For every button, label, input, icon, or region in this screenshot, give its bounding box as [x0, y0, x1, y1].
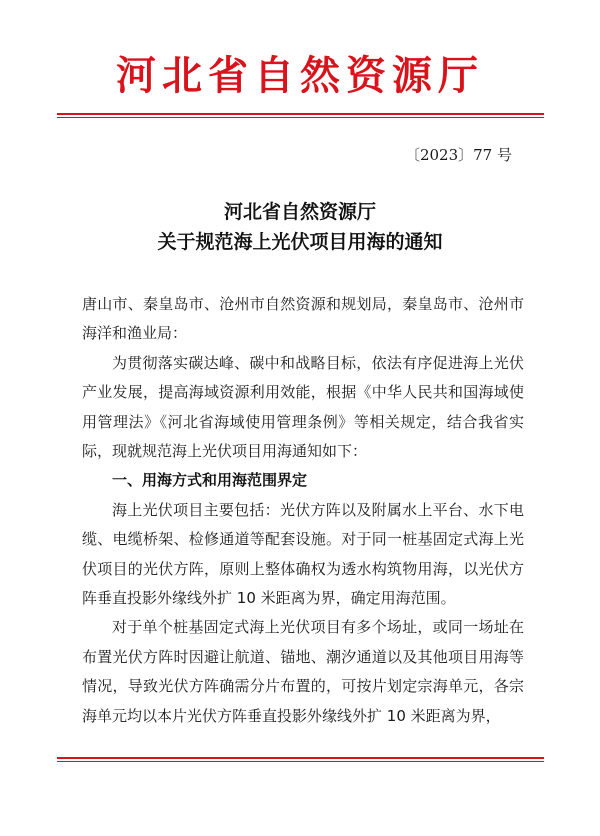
body-paragraph: 对于单个桩基固定式海上光伏项目有多个场址，或同一场址在布置光伏方阵时因避让航道、锚地、潮汐通道以及其他项目用海等情况，导致光伏方阵确需分片布置的，可按片划定宗海单元，各宗海单元均以本片光伏方阵垂直投影外缘线外扩 10 米距离为界， — [82, 618, 524, 725]
document-title-line-1: 河北省自然资源厅 — [223, 201, 376, 223]
issuer-masthead: 河北省自然资源厅 — [116, 52, 484, 99]
document-number: 〔2023〕77 号 — [404, 146, 512, 164]
body-paragraph: 海上光伏项目主要包括：光伏方阵以及附属水上平台、水下电缆、电缆桥架、检修通道等配套设施。对于同一桩基固定式海上光伏项目的光伏方阵，原则上整体确权为透水构筑物用海，以光伏方阵垂直投影外缘线外扩 10 米距离为界，确定用海范围。 — [82, 500, 524, 608]
intro-paragraph: 为贯彻落实碳达峰、碳中和战略目标，依法有序促进海上光伏产业发展，提高海域资源利用效能，根据《中华人民共和国海域使用管理法》《河北省海域使用管理条例》等相关规定，结合我省实际，现就规范海上光伏项目用海通知如下： — [82, 353, 524, 461]
addressee-paragraph: 唐山市、秦皇岛市、沧州市自然资源和规划局，秦皇岛市、沧州市海洋和渔业局： — [82, 295, 524, 343]
document-title-line-2: 关于规范海上光伏项目用海的通知 — [157, 231, 443, 253]
section-heading: 一、用海方式和用海范围界定 — [112, 471, 308, 490]
footer-red-rule — [57, 757, 544, 762]
document-body — [82, 290, 524, 731]
masthead-red-rule — [57, 113, 544, 118]
